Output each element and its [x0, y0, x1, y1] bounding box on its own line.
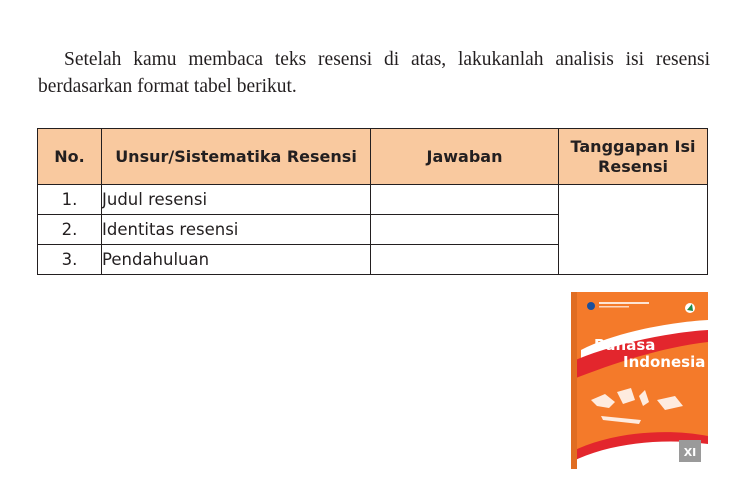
header-unsur: Unsur/Sistematika Resensi — [102, 129, 371, 185]
header-jawaban: Jawaban — [371, 129, 559, 185]
row-number: 2. — [38, 215, 102, 245]
ministry-subtext-icon — [599, 306, 629, 308]
intro-paragraph: Setelah kamu membaca teks resensi di atas, lakukanlah analisis isi resensi berdasarkan format tabel berikut. — [38, 49, 710, 97]
book-cover-image — [571, 292, 708, 469]
row-unsur: Pendahuluan — [102, 245, 371, 275]
row-unsur: Identitas resensi — [102, 215, 371, 245]
table-row — [38, 185, 708, 215]
analysis-table — [37, 128, 708, 275]
island-sumatra-icon — [591, 394, 615, 408]
cover-title-line2: Indonesia — [623, 353, 706, 371]
island-papua-icon — [657, 396, 683, 410]
header-tanggapan: Tanggapan Isi Resensi — [559, 129, 708, 185]
island-sulawesi-icon — [639, 390, 649, 406]
row-unsur: Judul resensi — [102, 185, 371, 215]
header-no: No. — [38, 129, 102, 185]
row-number: 1. — [38, 185, 102, 215]
cover-title-line1: Bahasa — [594, 336, 656, 354]
tanggapan-cell — [559, 185, 708, 275]
ministry-text-icon — [599, 302, 649, 304]
row-number: 3. — [38, 245, 102, 275]
row-jawaban-cell — [371, 245, 559, 275]
cover-spine-strip — [571, 292, 577, 469]
island-java-icon — [601, 416, 641, 424]
row-jawaban-cell — [371, 215, 559, 245]
table-header-row — [38, 129, 708, 185]
row-jawaban-cell — [371, 185, 559, 215]
cover-grade-badge: XI — [679, 440, 701, 462]
island-kalimantan-icon — [617, 388, 635, 404]
ministry-logo-icon — [587, 302, 595, 310]
